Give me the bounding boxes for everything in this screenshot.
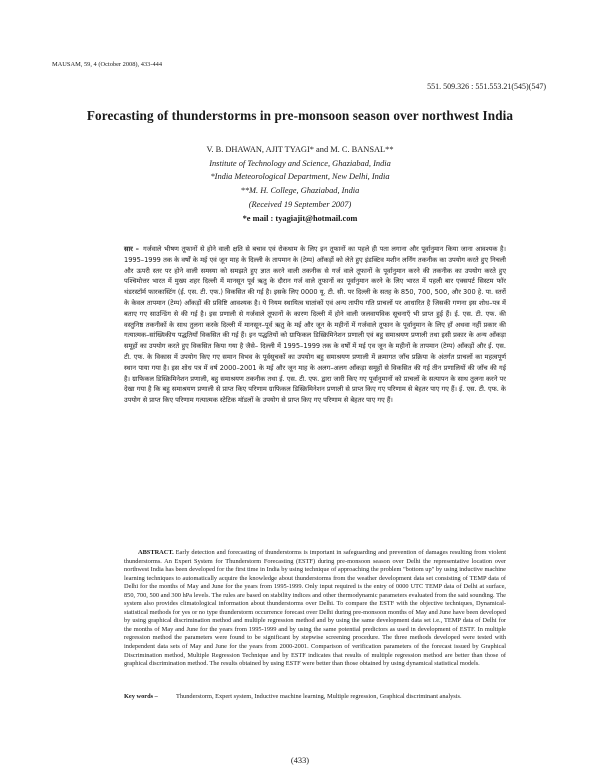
received-date: (Received 19 September 2007): [248, 199, 352, 209]
abstract-label: ABSTRACT.: [138, 549, 174, 556]
hindi-abstract-label: सार –: [124, 245, 139, 253]
hindi-abstract-text: गर्जवाले भीषण तूफानों से होने वाली क्षति से बचाव एवं रोकथाम के लिए इन तूफानों का पहले ही पता लगाना और पूर्वानुमान किया जाना आवश्यक है। 1995–1999 तक के वर्षों के मई एवं जून माह के दिल्ली के तापमान के (टेम्प) आँकड़ों को लेते हुए इंडक्टिव मशीन लर्निंग तकनीक का उपयोग करते हुए निचली और ऊपरी स्तर पर होने वाली समस्या को समझते हुए ज्ञात करने वाली तकनीक से गर्ज वाले तूफानों के पूर्वानुमान करने की तकनीक का उपयोग करते हुए पश्चिमोत्तर भारत में मुख्य शहर दिल्ली में मानसून पूर्व ऋतु के दौरान गर्ज वाले तूफानों का पूर्वानुमान करने के लिए भारत में पहली बार एक्सपर्ट सिस्टम फॉर थंडरस्टॉर्म फारकास्टिंग (ई. एस. टी. एफ.) विकसित की गई है। इसके लिए 0000 यू. टी. सी. पर दिल्ली के सतह के 850, 700, 500, और 300 हे. पा. स्तरों के केवल तापमान (टेम्प) आँकड़ों की प्रविष्टि आवश्यक है। ये नियम स्थायित्व घातांकों एवं अन्य तापीय गति प्राचलों पर आधारित है जिसकी गणना इस शोध–पत्र में बताए गए साउन्डिंग से की गई है। इस प्रणाली से गर्जवाले तूफानों के कारण दिल्ली में होने वाली जलवायविक सूचनाएँ भी प्राप्त हुई हैं। ई. एस. टी. एफ. की वस्तुनिष्ठ तकनीकों के साथ तुलना करके दिल्ली में मानसून–पूर्व ऋतु के मई और जून के महीनों में गर्जवाले तूफान के पूर्वानुमान के लिए हाँ अथवा नहीं प्रकार की गत्यात्मक–सांख्यिकीय पद्धतियाँ विकसित की गई हैं। इन पद्धतियों को ग्राफिकल डिस्क्रिमिनेशन प्रणाली एवं बहु समाश्रयण प्रणाली तथा इसी प्रकार के अन्य आँकड़ा समूहों का उपयोग करते हुए विकसित किया गया है जैसे– दिल्ली में 1995–1999 तक के वर्षों में मई एव जून के महीनों के तापमान (टेम्प) आँकड़ों और ई. एस. टी. एफ. के विकास में उपयोग किए गए समान विभव के पूर्वसूचकों का उपयोग बहु समाश्रयण प्रणाली में क्रमागत जाँच प्रक्रिया के अंतर्गत प्राचलों का महत्वपूर्ण स्थान पाया गया है। इस शोध पत्र में वर्ष 2000–2001 के मई और जून माह के अलग–अलग आँकड़ा समूहों से विकसित की गई तीन प्रणालियों की जाँच की गई है। ग्राफिकल डिस्क्रिमिनेशन प्रणाली, बहु समाश्रयण तकनीक तथा ई. एस. टी. एफ. द्वारा जारी किए गए पूर्वानुमानों को प्राचलों के सत्यापन के साथ तुलना करने पर देखा गया है कि बहु समाश्रयण प्रणाली से प्राप्त किए परिणाम ग्राफिकल डिस्क्रिमिनेशन प्रणाली से प्राप्त किए गए परिणाम से बेहतर पाए गए हैं। ई. एस. टी. एफ. के उपयोग से प्राप्त किए परिणाम गत्यात्मक स्टेटिक मॉडलों के उपयोग से प्राप्त किए गए परिणाम से बेहतर पाए गए हैं।: [124, 245, 506, 405]
journal-citation: [52, 61, 162, 69]
keywords-text: Thunderstorm, Expert system, Inductive machine learning, Multiple regression, Graphical discriminant analysis.: [176, 693, 462, 700]
keywords-block: [124, 693, 506, 701]
english-abstract: [124, 549, 506, 669]
journal-line: MAUSAM, 59, 4 (October 2008), 433-444: [52, 61, 163, 68]
abstract-text: Early detection and forecasting of thunderstorms is important in safeguarding and prevention of damages resulting from violent thunderstorms. An Expert System for Thunderstorm Forecasting (ESTF) during pre-monsoon season over Delhi the representative location over northwest India has been developed for the first time in India by using technique of approaching the problem "bottom up" by using inductive machine learning techniques to automatically acquire the knowledge about thunderstorms from the weather development data set consisting of TEMP data of Delhi for the months of May and June for the years from 1995-1999. Only input required is the entry of 0000 UTC TEMP data of Delhi at surface, 850, 700, 500 and 300 hPa levels. The rules are based on stability indices and other thermodynamic parameters evaluated from the said sounding. The system also provides climatological information about thunderstorms over Delhi. To compare the ESTF with the objective techniques, Dynamical-statistical methods for yes or no type thunderstorm occurrence forecast over Delhi during pre-monsoon months of May and June have been developed by using graphical discrimination method and multiple regression method and by using the same development data set i.e., TEMP data of Delhi for the months of May and June for the years from 1995-1999 and by using the same potential predictors as used in development of ESTF. In multiple regression method the parameters were found to be significant by stepwise screening procedure. The three methods developed were tested with independent data sets of May and June for the years from 2000-2001. Comparison of verification parameters of the forecast issued by Graphical Discrimination method, Multiple Regression Technique and by ESTF indicates that results of multiple regression method are better than those of graphical discrimination method. The results obtained by using ESTF were better than those obtained by using dynamical statistical models.: [124, 549, 506, 668]
udc-classification: 551. 509.326 : 551.553.21(545)(547): [427, 82, 546, 91]
paper-title: Forecasting of thunderstorms in pre-monsoon season over northwest India: [86, 108, 514, 123]
affiliation-3: **M. H. College, Ghaziabad, India: [240, 186, 360, 196]
author-names: V. B. DHAWAN, AJIT TYAGI* and M. C. BANSAL**: [206, 145, 394, 154]
hindi-abstract: [124, 244, 506, 406]
affiliation-1: Institute of Technology and Science, Ghaziabad, India: [209, 158, 391, 168]
author-block: [0, 143, 600, 225]
corresponding-email: *e mail : tyagiajit@hotmail.com: [242, 213, 358, 223]
page-number: (433): [290, 756, 310, 765]
affiliation-2: *India Meteorological Department, New Delhi, India: [210, 172, 390, 182]
keywords-label: Key words –: [124, 693, 158, 700]
